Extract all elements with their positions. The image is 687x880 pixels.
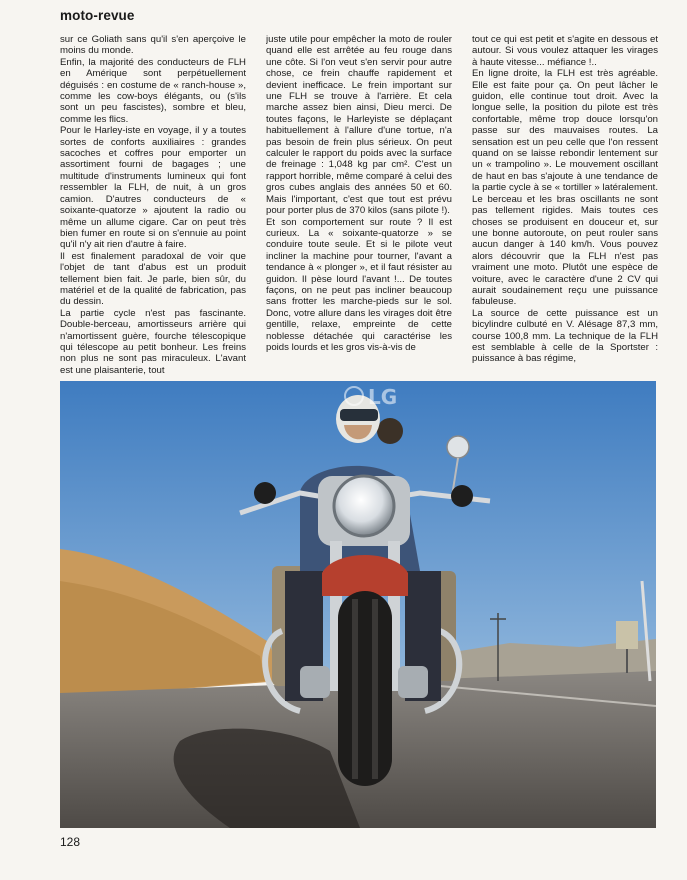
front-tire [338,591,392,786]
page-number: 128 [60,835,81,849]
paragraph: En ligne droite, la FLH est très agréable. Elle est faite pour ça. On peut lâcher le guidon, elle continue tout droit. Avec la longue selle, la position du pilote est très confortable, même trop douce lorsqu'on passe sur des mauvaises routes. La sensation est un peu celle que l'on ressent quand on se laisse rebondir lentement sur un « trampolino ». Le mouvement oscillant de haut en bas s'ajoute à une tendance de la partie cycle à se « tortiller » latéralement. Le berceau et les bras oscillants ne sont pas tellement rigides. Mais toutes ces choses se produisent en douceur et, sur une bonne autoroute, on peut rouler sans aucun danger à 140 km/h. Vous pouvez alors découvrir que la FLH n'est pas vraiment une moto. Plutôt une espèce de voiture, avec le caractère d'une 2 CV qui aurait soudainement reçu une puissance fabuleuse. [472,68,658,308]
article-column-2 [266,34,452,378]
motorcycle-illustration [60,381,656,828]
motorcycle-photo [60,381,656,828]
paragraph: Et son comportement sur route ? Il est curieux. La « soixante-quatorze » se conduire toute seule. Et si le pilote veut incliner la machine pour tourner, l'avant a tendance à « plonger », et il faut résister au guidon. Il pèse lourd l'avant !... De toutes façons, on ne peut pas incliner beaucoup sans frotter les marche-pieds sur le sol. Donc, votre allure dans les virages doit être gentille, relaxe, empreinte de cette noblesse détachée qui caractérise les poids lourds et les gros vis-à-vis de [266,216,452,353]
paragraph: Enfin, la majorité des conducteurs de FLH en Amérique sont perpétuellement déguisés : en costume de « ranch-house », comme les cow-boys élégants, ou (s'ils sont un peu fascistes), sombre et bleu, comme les flics. [60,56,246,125]
headlamp [334,476,394,536]
paragraph: sur ce Goliath sans qu'il s'en aperçoive le moins du monde. [60,34,246,57]
paragraph: Il est finalement paradoxal de voir que l'objet de tant d'abus est un produit tellement bien fait. Je parle, bien sûr, du matériel et de la qualité de fabrication, pas du dessin. [60,250,246,308]
paragraph: La partie cycle n'est pas fascinante. Double-berceau, amortisseurs arrière qui n'amortissent guère, fourche télescopique qui télescope au petit bonheur. Les freins non plus ne sont pas miraculeux. L'avant est une plaisanterie, tout [60,307,246,376]
paragraph: juste utile pour empêcher la moto de rouler quand elle est arrêtée au feu rouge dans une côte. Si l'on veut s'en servir pour autre chose, ce frein chauffe rapidement et devient inefficace. Le frein important sur une FLH se trouve à l'arrière. Et cela marche assez bien ainsi, Dieu merci. De toutes façons, le Harleyiste se déplaçant habituellement à l'allure d'une tortue, n'a pas besoin de frein plus sérieux. On peut calculer le rapport du poids avec la surface de freinage : 1,048 kg par cm². C'est un rapport horrible, même comparé à celui des gros cubes anglais des années 50 et 60. Mais l'important, c'est que tout est prévu pour porter plus de 370 kilos (sans pilote !). [266,34,452,217]
article-columns [60,34,658,378]
article-column-3 [472,34,658,378]
watermark-logo [340,382,406,412]
paragraph: tout ce qui est petit et s'agite en dessous et autour. Si vous voulez attaquer les virages à haute vitesse... méfiance !.. [472,34,658,68]
article-column-1 [60,34,246,378]
magazine-header: moto-revue [60,8,135,23]
paragraph: La source de cette puissance est un bicylindre culbuté en V. Alésage 87,3 mm, course 100,8 mm. La technique de la FLH est semblable à celle de la Sportster : puissance à bas régime, [472,307,658,365]
roadside-sign [616,621,638,649]
watermark-text: LG [368,385,398,409]
paragraph: Pour le Harley-iste en voyage, il y a toutes sortes de conforts auxiliaires : grandes sacoches et coffres pour emporter un assortiment fourni de bagages ; une multitude d'instruments lumineux qui font ressembler la FLH, de nuit, à un gros camion. D'autres conducteurs de « soixante-quatorze » ajoutent la radio ou même un allume cigare. Car on peut très bien fumer en route si on s'ennuie au point qu'il n'y ait rien d'autre à faire. [60,125,246,251]
